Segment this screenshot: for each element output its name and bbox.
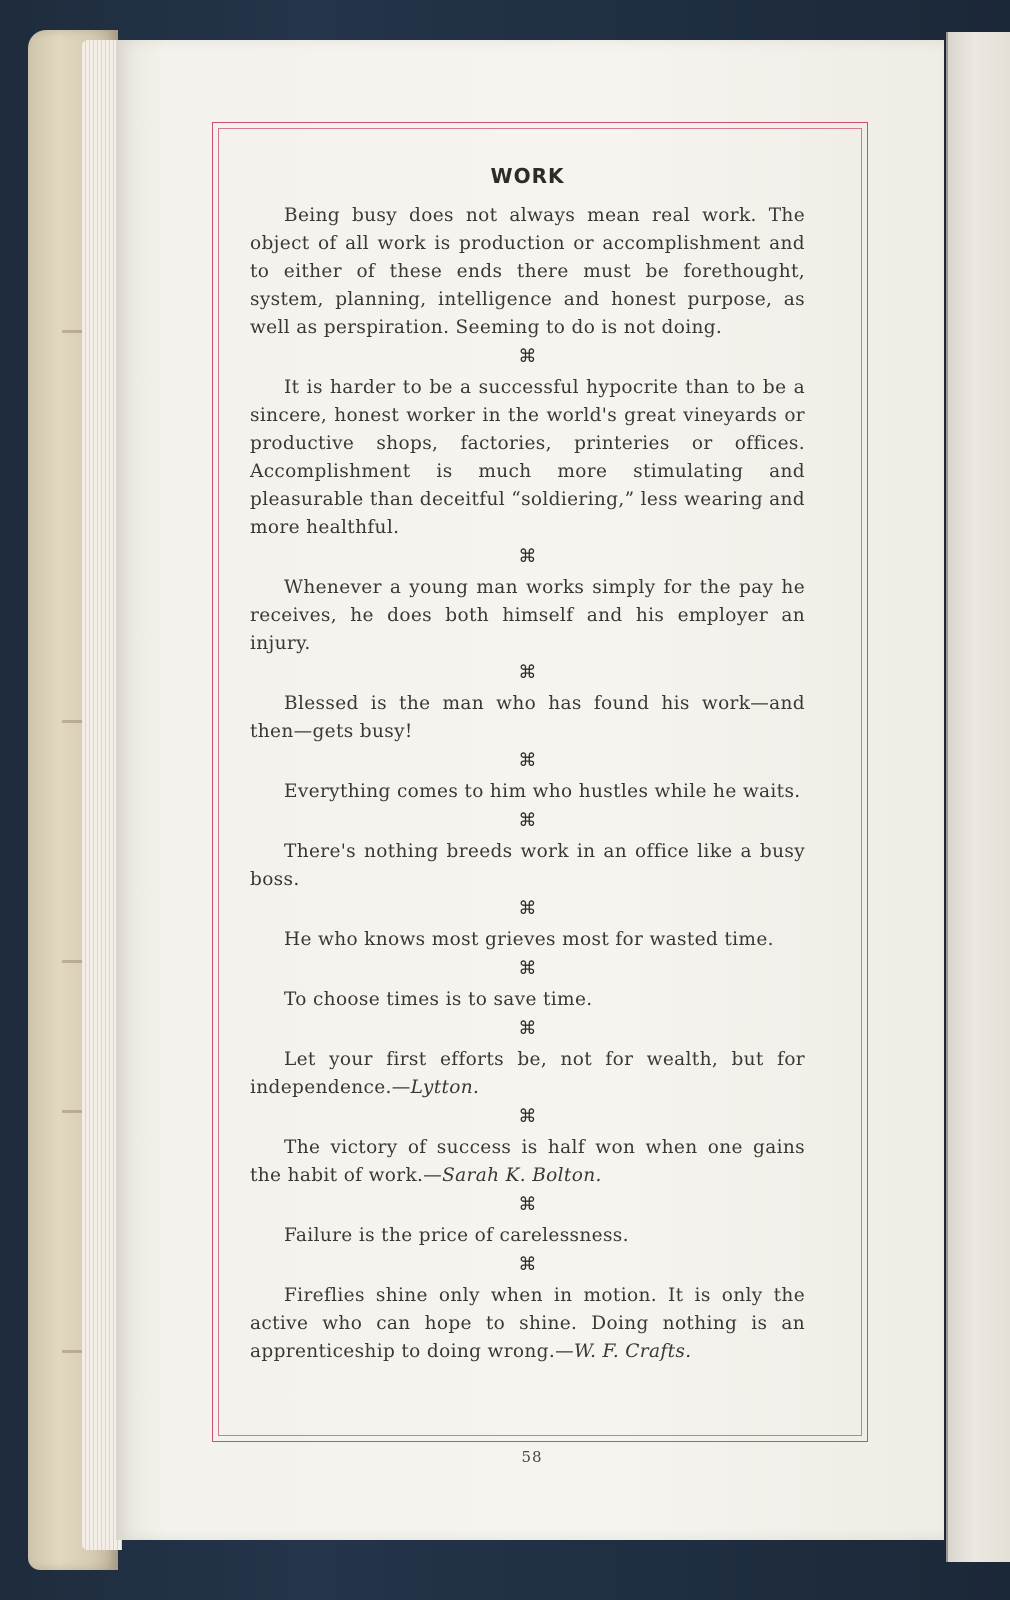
ornament-icon: ⌘	[518, 662, 537, 683]
ornament-icon: ⌘	[518, 346, 537, 367]
paragraph-1	[250, 202, 805, 342]
paragraph-7	[250, 926, 805, 954]
paragraph-text: Blessed is the man who has found his work—and then—gets busy!	[250, 693, 805, 742]
ornament-icon: ⌘	[518, 810, 537, 831]
paragraph-5	[250, 778, 805, 806]
ornament-icon: ⌘	[518, 546, 537, 567]
paragraph-text: Being busy does not always mean real work. The object of all work is production or accomplishment and to either of these ends there must be forethought, system, planning, intelligence and honest purpose, as well as perspiration. Seeming to do is not doing.	[250, 205, 805, 338]
paragraph-text: It is harder to be a successful hypocrite than to be a sincere, honest worker in the world's great vineyards or productive shops, factories, printeries or offices. Accomplishment is much more stimulating and pleasurable than deceitful “soldiering,” less wearing and more healthful.	[250, 377, 805, 538]
ornament-icon: ⌘	[518, 1106, 537, 1127]
paragraph-text: Whenever a young man works simply for the pay he receives, he does both himself and his employer an injury.	[250, 577, 805, 654]
paragraph-8	[250, 986, 805, 1014]
paragraph-3	[250, 574, 805, 658]
ornament-icon: ⌘	[518, 1018, 537, 1039]
page-title: WORK	[490, 164, 565, 188]
attribution: W. F. Crafts.	[573, 1341, 692, 1362]
paragraph-6	[250, 838, 805, 894]
attribution: Sarah K. Bolton.	[442, 1165, 602, 1186]
paragraph-4	[250, 690, 805, 746]
ornament-icon: ⌘	[518, 958, 537, 979]
paragraph-text: Let your first efforts be, not for wealth, but for independence.—	[250, 1049, 805, 1098]
paragraph-12	[250, 1282, 805, 1366]
paragraph-text: Failure is the price of carelessness.	[284, 1225, 629, 1246]
ornament-icon: ⌘	[518, 1254, 537, 1275]
page-number: 58	[521, 1448, 543, 1466]
page-content	[250, 162, 805, 1366]
paragraph-text: Fireflies shine only when in motion. It is only the active who can hope to shine. Doing nothing is an apprenticeship to doing wrong.—	[250, 1285, 805, 1362]
paragraph-text: Everything comes to him who hustles while he waits.	[284, 781, 801, 802]
paragraph-9	[250, 1046, 805, 1102]
paragraph-text: He who knows most grieves most for wasted time.	[284, 929, 774, 950]
paragraph-text: There's nothing breeds work in an office like a busy boss.	[250, 841, 805, 890]
paragraph-text: The victory of success is half won when one gains the habit of work.—	[250, 1137, 805, 1186]
paragraph-11	[250, 1222, 805, 1250]
ornament-icon: ⌘	[518, 750, 537, 771]
ornament-icon: ⌘	[518, 898, 537, 919]
ornament-icon: ⌘	[518, 1194, 537, 1215]
attribution: Lytton.	[410, 1077, 480, 1098]
paragraph-2	[250, 374, 805, 542]
paragraph-10	[250, 1134, 805, 1190]
facing-page-edge	[946, 32, 1010, 1562]
paragraph-text: To choose times is to save time.	[284, 989, 593, 1010]
